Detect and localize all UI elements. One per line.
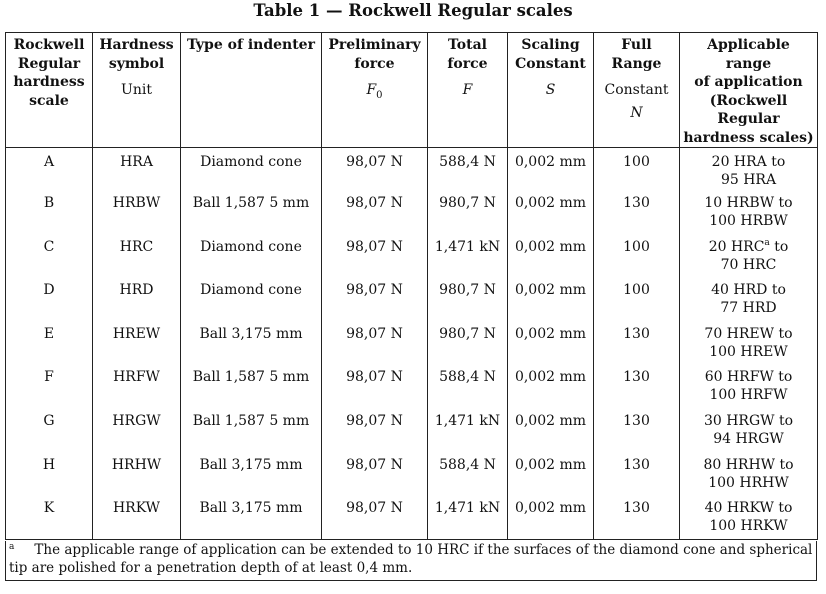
rockwell-table [5,32,818,540]
header-preliminary-force [322,33,428,148]
cell-total: 980,7 N [428,322,508,366]
cell-total: 588,4 N [428,453,508,497]
range-line: 80 HRHW to [703,456,794,473]
range-line: 20 HRA to [711,154,786,170]
header-applicable-line: Applicable [707,37,790,53]
table-row [6,148,818,192]
header-fullrange-symbol: N [630,104,643,121]
cell-prelim: 98,07 N [322,496,428,540]
header-applicable-line: Regular [717,111,780,127]
cell-symbol: HRC [93,235,181,279]
cell-n: 130 [594,409,680,453]
header-total-line: Total [447,37,487,53]
cell-indenter: Ball 3,175 mm [181,322,322,366]
range-line: 70 HREW to [704,325,793,342]
table-row [6,235,818,279]
table-row [6,496,818,540]
header-scaling-line: Constant [515,55,586,72]
cell-prelim: 98,07 N [322,191,428,235]
cell-scale: H [6,453,93,497]
range-line: 40 HRKW to [704,500,793,517]
range-line: 100 HRBW [709,213,788,230]
cell-scale: F [6,365,93,409]
header-scaling-line: Scaling [521,37,580,53]
header-full-range [594,33,680,148]
table-row [6,365,818,409]
header-scale-line: Rockwell [13,37,85,53]
cell-scaling: 0,002 mm [508,148,594,192]
header-scale [6,33,93,148]
range-line: 60 HRFW to [704,369,793,386]
cell-scale: D [6,278,93,322]
header-total-line: force [447,55,488,72]
range-line: 94 HRGW [713,431,784,448]
header-scale-line: scale [29,92,69,109]
cell-symbol: HREW [93,322,181,366]
cell-total: 1,471 kN [428,235,508,279]
cell-range [680,191,818,235]
header-applicable-line: range [725,55,772,72]
cell-range [680,148,818,192]
cell-scale: B [6,191,93,235]
header-applicable-range [680,33,818,148]
cell-symbol: HRGW [93,409,181,453]
prelim-symbol-letter: F [366,82,377,98]
table-footnote [5,541,817,581]
cell-n: 100 [594,148,680,192]
table-row [6,322,818,366]
range-line: 40 HRD to [711,282,786,299]
cell-total: 588,4 N [428,365,508,409]
table-row [6,409,818,453]
header-indenter-label: Type of indenter [187,37,315,53]
range-line: 77 HRD [720,300,777,317]
rockwell-table-wrapper [5,32,817,540]
cell-prelim: 98,07 N [322,278,428,322]
header-applicable-line: (Rockwell [709,92,788,109]
header-symbol-line: symbol [108,55,165,72]
header-prelim-line: force [354,55,395,72]
cell-scaling: 0,002 mm [508,453,594,497]
header-scale-line: hardness [13,74,85,90]
table-row [6,191,818,235]
header-applicable-line: hardness scales) [683,129,814,146]
prelim-symbol-subscript: 0 [376,89,383,101]
table-row [6,278,818,322]
cell-n: 130 [594,322,680,366]
cell-symbol: HRBW [93,191,181,235]
cell-scaling: 0,002 mm [508,322,594,366]
cell-scaling: 0,002 mm [508,365,594,409]
cell-n: 130 [594,496,680,540]
cell-indenter: Ball 1,587 5 mm [181,365,322,409]
header-row [6,33,818,148]
range-line: 100 HRHW [708,474,789,491]
header-fullrange-line: Full [621,37,652,53]
header-applicable-line: of application [694,74,803,90]
cell-symbol: HRA [93,148,181,192]
header-indenter [181,33,322,148]
cell-indenter: Ball 3,175 mm [181,496,322,540]
range-line: 10 HRBW to [704,195,793,212]
cell-indenter: Ball 3,175 mm [181,453,322,497]
cell-n: 100 [594,278,680,322]
footnote-marker: a [9,542,15,552]
range-line: 100 HRKW [709,518,788,535]
cell-prelim: 98,07 N [322,409,428,453]
footnote-text: The applicable range of application can be extended to 10 HRC if the surfaces of the diamond cone and spherical tip are polished for a penetration depth of at least 0,4 mm. [9,542,813,576]
cell-range [680,496,818,540]
cell-prelim: 98,07 N [322,453,428,497]
header-prelim-symbol [322,81,427,105]
cell-prelim: 98,07 N [322,148,428,192]
header-fullrange-constant: Constant [604,82,669,98]
cell-indenter: Diamond cone [181,278,322,322]
cell-n: 130 [594,191,680,235]
range-line: 100 HREW [709,343,788,360]
cell-prelim: 98,07 N [322,365,428,409]
cell-total: 1,471 kN [428,409,508,453]
cell-scale: C [6,235,93,279]
cell-symbol: HRD [93,278,181,322]
header-fullrange-line: Range [611,55,662,72]
table-title: Table 1 — Rockwell Regular scales [253,1,573,20]
cell-n: 130 [594,453,680,497]
header-scale-line: Regular [17,55,81,72]
cell-scale: A [6,148,93,192]
cell-n: 100 [594,235,680,279]
header-prelim-line: Preliminary [328,37,421,53]
header-total-symbol: F [462,82,473,98]
cell-range [680,235,818,279]
header-total-force [428,33,508,148]
cell-scaling: 0,002 mm [508,235,594,279]
range-line: 20 HRC [708,238,765,255]
range-line: 30 HRGW to [703,413,794,430]
cell-scaling: 0,002 mm [508,191,594,235]
range-line-suffix: to [769,238,789,255]
header-symbol-unit: Unit [121,82,152,98]
cell-indenter: Diamond cone [181,235,322,279]
footnote-marker: a [764,237,770,248]
cell-symbol: HRHW [93,453,181,497]
cell-total: 980,7 N [428,278,508,322]
cell-scale: E [6,322,93,366]
cell-scale: K [6,496,93,540]
cell-range [680,453,818,497]
cell-total: 1,471 kN [428,496,508,540]
header-scaling-constant [508,33,594,148]
cell-symbol: HRFW [93,365,181,409]
header-symbol-line: Hardness [99,37,174,53]
cell-scale: G [6,409,93,453]
cell-scaling: 0,002 mm [508,496,594,540]
header-symbol [93,33,181,148]
cell-range [680,409,818,453]
cell-prelim: 98,07 N [322,235,428,279]
cell-total: 980,7 N [428,191,508,235]
cell-prelim: 98,07 N [322,322,428,366]
cell-indenter: Ball 1,587 5 mm [181,191,322,235]
header-scaling-symbol: S [545,82,556,98]
cell-range [680,365,818,409]
table-row [6,453,818,497]
range-line: 95 HRA [720,172,777,188]
cell-range [680,322,818,366]
cell-scaling: 0,002 mm [508,409,594,453]
cell-indenter: Diamond cone [181,148,322,192]
cell-range [680,278,818,322]
cell-total: 588,4 N [428,148,508,192]
cell-n: 130 [594,365,680,409]
range-line: 70 HRC [720,256,777,273]
cell-indenter: Ball 1,587 5 mm [181,409,322,453]
cell-symbol: HRKW [93,496,181,540]
cell-scaling: 0,002 mm [508,278,594,322]
range-line: 100 HRFW [709,387,788,404]
